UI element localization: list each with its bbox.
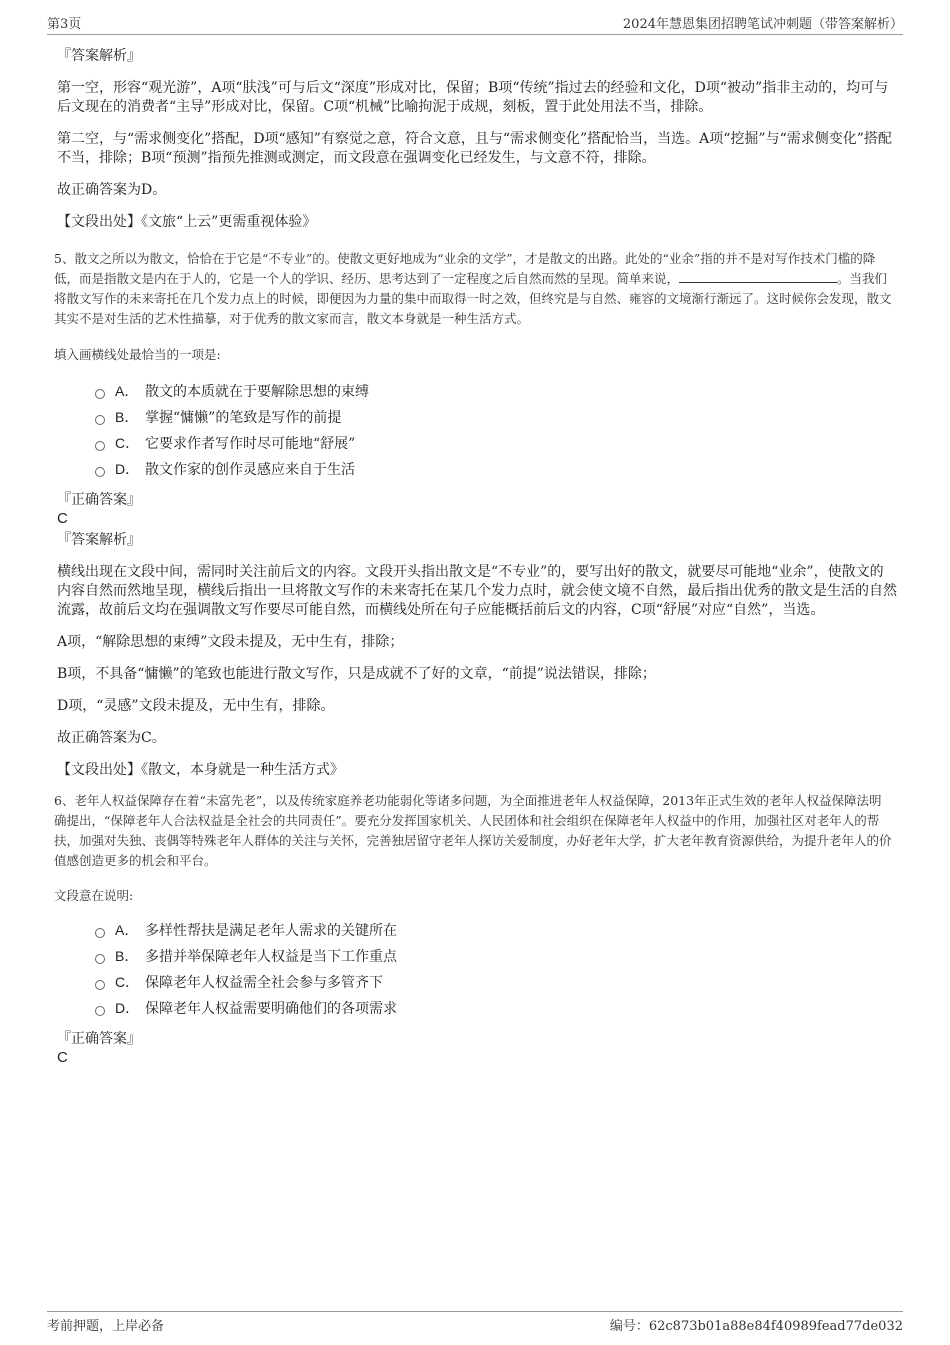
footer-slogan: 考前押题，上岸必备	[47, 1319, 165, 1334]
radio-icon[interactable]	[95, 980, 105, 990]
q5-correct-label: 『正确答案』	[57, 492, 141, 508]
fill-in-blank	[679, 270, 837, 283]
prev-analysis-p1: 第一空，形容“观光游”，A项“肤浅”可与后文“深度”形成对比，保留；B项“传统”指过去的经验和文化，D项“被动”指非主动的，均可与后文现在的消费者“主导”形成对比，保留。C项“机械”比喻拘泥于成规，刻板，置于此处用法不当，排除。	[57, 80, 889, 115]
option-text: 保障老年人权益需全社会参与多管齐下	[145, 975, 383, 991]
question-5-option-c[interactable]: C． 它要求作者写作时尽可能地“舒展”	[57, 430, 897, 456]
document-title: 2024年慧恩集团招聘笔试冲刺题（带答案解析）	[622, 17, 903, 32]
question-5-text-after: 。当我们将散文写作的未来寄托在几个发力点上的时候，即便因为力量的集中而取得一时之效，但终究是与自然、雍容的文境渐行渐远了。这时候你会发现，散文其实不是对生活的艺术性描摹，对于优秀的散文家而言，散文本身就是一种生活方式。	[54, 271, 892, 326]
option-text: 多样性帮扶是满足老年人需求的关键所在	[145, 923, 397, 939]
question-6-option-a[interactable]: A． 多样性帮扶是满足老年人需求的关键所在	[57, 917, 897, 943]
q5-analysis-p3: B项，不具备“慵懒”的笔致也能进行散文写作，只是成就不了好的文章，“前提”说法错误，排除；	[57, 666, 656, 682]
question-5-text-before: 5、散文之所以为散文，恰恰在于它是“不专业”的。使散文更好地成为“业余的文学”，才是散文的出路。此处的“业余”指的并不是对写作技术门槛的降低，而是指散文是内在于人的，它是一个人的学识、经历、思考达到了一定程度之后自然而然的呈现。简单来说，	[54, 251, 876, 286]
option-text: 散文作家的创作灵感应来自于生活	[145, 462, 355, 478]
question-5-text	[54, 249, 894, 329]
q5-analysis-label: 『答案解析』	[57, 532, 141, 548]
page-header	[47, 14, 903, 35]
question-6-text: 6、老年人权益保障存在着“未富先老”，以及传统家庭养老功能弱化等诸多问题，为全面推进老年人权益保障，2013年正式生效的老年人权益保障法明确提出，“保障老年人合法权益是全社会的共同责任”。要充分发挥国家机关、人民团体和社会组织在保障老年人权益中的作用，加强社区对老年人的帮扶，加强对失独、丧偶等特殊老年人群体的关注与关怀，完善独居留守老年人探访关爱制度，办好老年大学，扩大老年教育资源供给，为提升老年人的价值感创造更多的机会和平台。	[54, 793, 892, 868]
q5-analysis-p4: D项，“灵感”文段未提及，无中生有，排除。	[57, 698, 335, 714]
radio-icon[interactable]	[95, 954, 105, 964]
question-5-option-b[interactable]: B． 掌握“慵懒”的笔致是写作的前提	[57, 404, 897, 430]
q5-analysis-p2: A项，“解除思想的束缚”文段未提及，无中生有，排除；	[57, 634, 404, 650]
question-5-prompt: 填入画横线处最恰当的一项是:	[54, 347, 221, 362]
q6-correct-label: 『正确答案』	[57, 1031, 141, 1047]
question-5-option-d[interactable]: D． 散文作家的创作灵感应来自于生活	[57, 456, 897, 482]
radio-icon[interactable]	[95, 441, 105, 451]
page-content	[54, 46, 897, 1067]
radio-icon[interactable]	[95, 467, 105, 477]
q5-answer-conclusion: 故正确答案为C。	[57, 730, 166, 746]
prev-answer-conclusion: 故正确答案为D。	[57, 182, 167, 198]
radio-icon[interactable]	[95, 1006, 105, 1016]
question-6-option-d[interactable]: D． 保障老年人权益需要明确他们的各项需求	[57, 995, 897, 1021]
radio-icon[interactable]	[95, 415, 105, 425]
question-5-option-a[interactable]: A． 散文的本质就在于要解除思想的束缚	[57, 378, 897, 404]
question-6-prompt: 文段意在说明:	[54, 888, 134, 903]
prev-analysis-p2: 第二空，与“需求侧变化”搭配，D项“感知”有察觉之意，符合文意，且与“需求侧变化”搭配恰当，当选。A项“挖掘”与“需求侧变化”搭配不当，排除；B项“预测”指预先推测或测定，而文段意在强调变化已经发生，与文意不符，排除。	[57, 131, 892, 166]
option-text: 掌握“慵懒”的笔致是写作的前提	[145, 410, 342, 426]
question-6-option-b[interactable]: B． 多措并举保障老年人权益是当下工作重点	[57, 943, 897, 969]
document-id: 编号：62c873b01a88e84f40989fead77de032	[609, 1319, 903, 1334]
option-text: 散文的本质就在于要解除思想的束缚	[145, 384, 369, 400]
page-footer	[47, 1311, 903, 1334]
page-number: 第3页	[47, 17, 82, 32]
radio-icon[interactable]	[95, 928, 105, 938]
question-6-options	[57, 917, 897, 1021]
option-text: 多措并举保障老年人权益是当下工作重点	[145, 949, 397, 965]
q5-analysis-p1: 横线出现在文段中间，需同时关注前后文的内容。文段开头指出散文是“不专业”的，要写出好的散文，就要尽可能地“业余”，使散文的内容自然而然地呈现，横线后指出一旦将散文写作的未来寄托在某几个发力点时，就会使文境不自然，最后指出优秀的散文是生活的自然流露，故前后文均在强调散文写作要尽可能自然，而横线处所在句子应能概括前后文的内容，C项“舒展”对应“自然”，当选。	[57, 564, 897, 618]
prev-analysis-label: 『答案解析』	[57, 48, 141, 64]
prev-source: 【文段出处】《文旅“上云”更需重视体验》	[57, 214, 317, 230]
question-5-options	[57, 378, 897, 482]
option-text: 保障老年人权益需要明确他们的各项需求	[145, 1001, 397, 1017]
q6-correct-answer: C	[57, 1049, 68, 1066]
q5-source: 【文段出处】《散文，本身就是一种生活方式》	[57, 762, 344, 778]
radio-icon[interactable]	[95, 389, 105, 399]
q5-correct-answer: C	[57, 510, 68, 527]
option-text: 它要求作者写作时尽可能地“舒展”	[145, 436, 356, 452]
question-6-option-c[interactable]: C． 保障老年人权益需全社会参与多管齐下	[57, 969, 897, 995]
